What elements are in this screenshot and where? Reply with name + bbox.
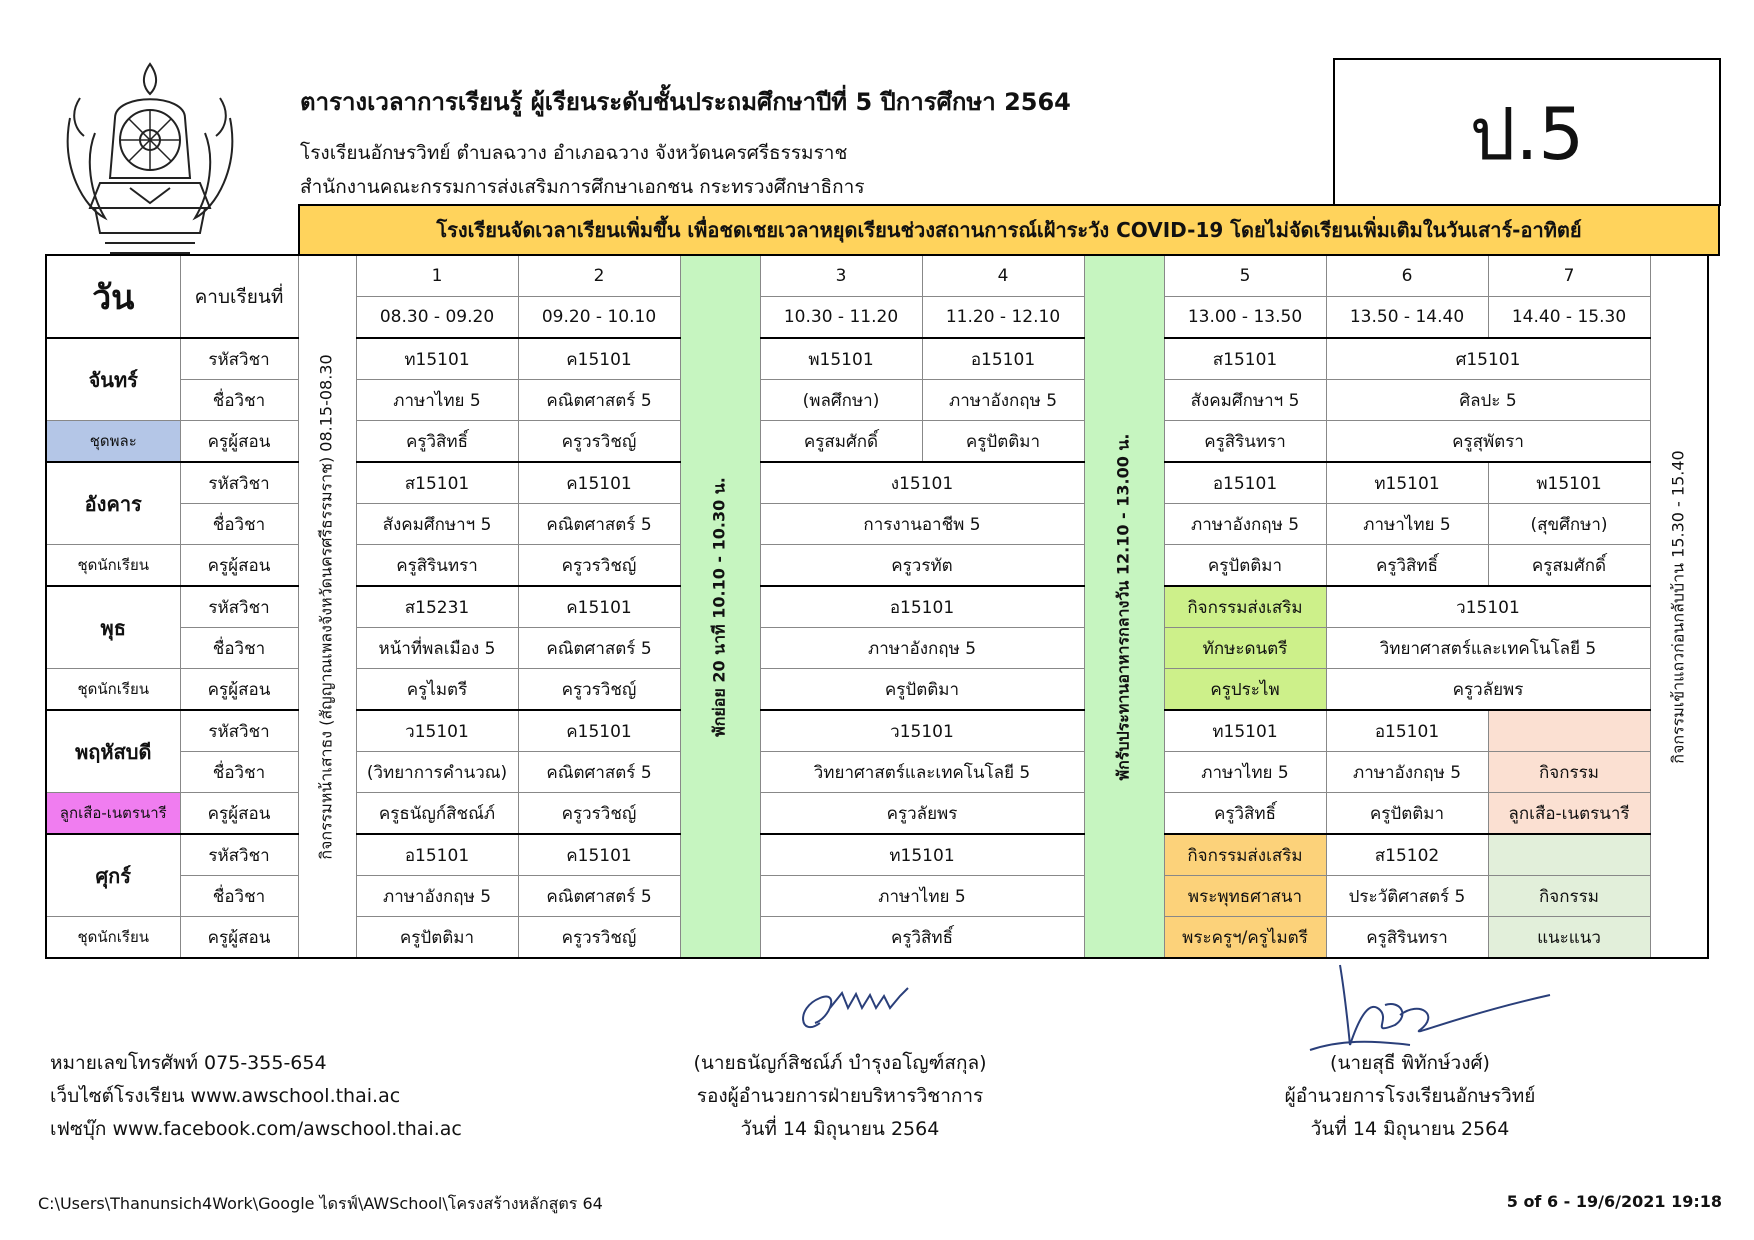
row-label-code: รหัสวิชา: [180, 338, 298, 380]
teacher-name: ครูวรวิชญ์: [518, 545, 680, 587]
subject-code: พ15101: [760, 338, 922, 380]
lunch-break-column: [1084, 255, 1164, 958]
row-label-code: รหัสวิชา: [180, 710, 298, 752]
subject-code: อ15101: [922, 338, 1084, 380]
subject-name: ภาษาไทย 5: [1164, 752, 1326, 793]
subject-name: คณิตศาสตร์ 5: [518, 380, 680, 421]
subject-name: ภาษาอังกฤษ 5: [922, 380, 1084, 421]
subject-code: ส15101: [1164, 338, 1326, 380]
row-label-name: ชื่อวิชา: [180, 504, 298, 545]
subject-code: ท15101: [760, 834, 1084, 876]
day-name-monday: จันทร์: [46, 338, 180, 421]
row-label-teacher: ครูผู้สอน: [180, 421, 298, 463]
subject-code: [1488, 710, 1650, 752]
teacher-name: ครูวรวิชญ์: [518, 793, 680, 835]
period-time: 10.30 - 11.20: [760, 297, 922, 339]
facebook-link[interactable]: เฟซบุ๊ก www.facebook.com/awschool.thai.ac: [50, 1118, 462, 1140]
subject-name: กิจกรรม: [1488, 752, 1650, 793]
grade-label: ป.5: [1333, 58, 1721, 206]
subject-code: ว15101: [760, 710, 1084, 752]
short-break-column: [680, 255, 760, 958]
school-address: โรงเรียนอักษรวิทย์ ตำบลฉวาง อำเภอฉวาง จังหวัดนครศรีธรรมราช: [300, 142, 848, 164]
period-time: 08.30 - 09.20: [356, 297, 518, 339]
timetable: [45, 254, 1709, 959]
lunch-break-text: พักรับประทานอาหารกลางวัน 12.10 - 13.00 น.: [1113, 433, 1133, 780]
signed-date: วันที่ 14 มิถุนายน 2564: [1310, 1118, 1510, 1140]
row-label-name: ชื่อวิชา: [180, 752, 298, 793]
row-label-name: ชื่อวิชา: [180, 628, 298, 669]
uniform-label: ชุดนักเรียน: [46, 917, 180, 959]
subject-name: ประวัติศาสตร์ 5: [1326, 876, 1488, 917]
row-label-teacher: ครูผู้สอน: [180, 917, 298, 959]
period-time: 11.20 - 12.10: [922, 297, 1084, 339]
signer-name: (นายสุธี พิทักษ์วงศ์): [1330, 1052, 1490, 1074]
page-title: ตารางเวลาการเรียนรู้ ผู้เรียนระดับชั้นประถมศึกษาปีที่ 5 ปีการศึกษา 2564: [300, 88, 1071, 116]
subject-name: คณิตศาสตร์ 5: [518, 504, 680, 545]
row-label-name: ชื่อวิชา: [180, 876, 298, 917]
subject-name: ภาษาอังกฤษ 5: [1164, 504, 1326, 545]
teacher-name: ครูประไพ: [1164, 669, 1326, 711]
subject-code: ว15101: [356, 710, 518, 752]
subject-name: (พลศึกษา): [760, 380, 922, 421]
teacher-name: ครูปัตติมา: [1164, 545, 1326, 587]
contact-info: [50, 1047, 462, 1146]
subject-code: ค15101: [518, 338, 680, 380]
subject-code: พ15101: [1488, 462, 1650, 504]
subject-code: อ15101: [1164, 462, 1326, 504]
teacher-name: ครูวิสิทธิ์: [356, 421, 518, 463]
period-number: 5: [1164, 255, 1326, 297]
row-label-teacher: ครูผู้สอน: [180, 669, 298, 711]
signer-position: ผู้อำนวยการโรงเรียนอักษรวิทย์: [1284, 1085, 1536, 1107]
signer-position: รองผู้อำนวยการฝ่ายบริหารวิชาการ: [696, 1085, 984, 1107]
subject-name: ทักษะดนตรี: [1164, 628, 1326, 669]
day-name-thursday: พฤหัสบดี: [46, 710, 180, 793]
subject-code: ค15101: [518, 834, 680, 876]
teacher-name: ครูปัตติมา: [1326, 793, 1488, 835]
period-number: 7: [1488, 255, 1650, 297]
teacher-name: ครูปัตติมา: [356, 917, 518, 959]
subject-name: พระพุทธศาสนา: [1164, 876, 1326, 917]
subject-name: กิจกรรม: [1488, 876, 1650, 917]
subject-name: วิทยาศาสตร์และเทคโนโลยี 5: [1326, 628, 1650, 669]
subject-code: กิจกรรมส่งเสริม: [1164, 586, 1326, 628]
signed-date: วันที่ 14 มิถุนายน 2564: [740, 1118, 940, 1140]
subject-code: ท15101: [356, 338, 518, 380]
morning-activity-text: กิจกรรมหน้าเสาธง (สัญญาณเพลงจังหวัดนครศรีธรรมราช) 08.15-08.30: [316, 353, 336, 860]
subject-code: กิจกรรมส่งเสริม: [1164, 834, 1326, 876]
subject-code: ท15101: [1164, 710, 1326, 752]
subject-code: อ15101: [356, 834, 518, 876]
teacher-name: ครูวรวิชญ์: [518, 669, 680, 711]
subject-name: คณิตศาสตร์ 5: [518, 628, 680, 669]
subject-name: วิทยาศาสตร์และเทคโนโลยี 5: [760, 752, 1084, 793]
deputy-director-block: [560, 1047, 1120, 1146]
page-info: 5 of 6 - 19/6/2021 19:18: [1506, 1192, 1722, 1211]
teacher-name: ครูสิรินทรา: [1326, 917, 1488, 959]
row-label-code: รหัสวิชา: [180, 586, 298, 628]
teacher-name: ครูธนัญก์สิชณ์ภ์: [356, 793, 518, 835]
teacher-name: ครูวรทัต: [760, 545, 1084, 587]
uniform-label: ชุดพละ: [46, 421, 180, 463]
period-number: 2: [518, 255, 680, 297]
row-label-code: รหัสวิชา: [180, 462, 298, 504]
subject-code: ส15102: [1326, 834, 1488, 876]
uniform-label: ชุดนักเรียน: [46, 545, 180, 587]
teacher-name: ครูวิสิทธิ์: [1164, 793, 1326, 835]
period-time: 13.00 - 13.50: [1164, 297, 1326, 339]
teacher-name: ครูปัตติมา: [922, 421, 1084, 463]
subject-name: การงานอาชีพ 5: [760, 504, 1084, 545]
period-number: 3: [760, 255, 922, 297]
period-time: 14.40 - 15.30: [1488, 297, 1650, 339]
day-name-tuesday: อังคาร: [46, 462, 180, 545]
teacher-name: ครูสมศักดิ์: [1488, 545, 1650, 587]
period-number: 4: [922, 255, 1084, 297]
file-path: C:\Users\Thanunsich4Work\Google ไดรฟ์\AWSchool\โครงสร้างหลักสูตร 64: [38, 1194, 603, 1213]
subject-name: ภาษาอังกฤษ 5: [760, 628, 1084, 669]
teacher-name: ครูสุพัตรา: [1326, 421, 1650, 463]
school-emblem-logo: [60, 58, 240, 258]
evening-activity-text: กิจกรรมเข้าแถวก่อนกลับบ้าน 15.30 - 15.40: [1668, 449, 1688, 764]
subject-code: ค15101: [518, 710, 680, 752]
row-label-teacher: ครูผู้สอน: [180, 545, 298, 587]
subject-name: คณิตศาสตร์ 5: [518, 752, 680, 793]
subject-code: ศ15101: [1326, 338, 1650, 380]
subject-name: หน้าที่พลเมือง 5: [356, 628, 518, 669]
office-name: สำนักงานคณะกรรมการส่งเสริมการศึกษาเอกชน กระทรวงศึกษาธิการ: [300, 176, 865, 198]
subject-name: (วิทยาการคำนวณ): [356, 752, 518, 793]
period-column-header: คาบเรียนที่: [180, 255, 298, 338]
subject-code: ค15101: [518, 586, 680, 628]
teacher-name: ครูไมตรี: [356, 669, 518, 711]
phone-number: หมายเลขโทรศัพท์ 075-355-654: [50, 1052, 327, 1074]
teacher-name: ครูวรวิชญ์: [518, 421, 680, 463]
subject-name: ภาษาอังกฤษ 5: [1326, 752, 1488, 793]
teacher-name: พระครูฯ/ครูไมตรี: [1164, 917, 1326, 959]
subject-code: [1488, 834, 1650, 876]
subject-code: ว15101: [1326, 586, 1650, 628]
subject-name: สังคมศึกษาฯ 5: [356, 504, 518, 545]
day-column-header: วัน: [46, 255, 180, 338]
signer-name: (นายธนัญก์สิชณ์ภ์ บำรุงอโญฑ์สกุล): [693, 1052, 987, 1074]
subject-name: ภาษาไทย 5: [760, 876, 1084, 917]
director-block: [1140, 1047, 1680, 1146]
subject-code: ง15101: [760, 462, 1084, 504]
subject-code: ส15231: [356, 586, 518, 628]
teacher-name: ครูวรวิชญ์: [518, 917, 680, 959]
teacher-name: ครูปัตติมา: [760, 669, 1084, 711]
teacher-name: ครูวลัยพร: [760, 793, 1084, 835]
subject-code: ส15101: [356, 462, 518, 504]
signature-deputy-director: [790, 968, 940, 1048]
teacher-name: ลูกเสือ-เนตรนารี: [1488, 793, 1650, 835]
subject-name: คณิตศาสตร์ 5: [518, 876, 680, 917]
short-break-text: พักย่อย 20 นาที 10.10 - 10.30 น.: [709, 476, 729, 737]
subject-name: ภาษาไทย 5: [356, 380, 518, 421]
subject-code: อ15101: [760, 586, 1084, 628]
period-number: 1: [356, 255, 518, 297]
evening-activity-column: [1650, 255, 1708, 958]
subject-name: ภาษาไทย 5: [1326, 504, 1488, 545]
subject-name: (สุขศึกษา): [1488, 504, 1650, 545]
period-number: 6: [1326, 255, 1488, 297]
subject-code: ค15101: [518, 462, 680, 504]
teacher-name: ครูสิรินทรา: [356, 545, 518, 587]
uniform-label: ชุดนักเรียน: [46, 669, 180, 711]
teacher-name: ครูสมศักดิ์: [760, 421, 922, 463]
period-time: 13.50 - 14.40: [1326, 297, 1488, 339]
subject-name: สังคมศึกษาฯ 5: [1164, 380, 1326, 421]
teacher-name: ครูวลัยพร: [1326, 669, 1650, 711]
subject-code: อ15101: [1326, 710, 1488, 752]
day-name-friday: ศุกร์: [46, 834, 180, 917]
teacher-name: แนะแนว: [1488, 917, 1650, 959]
morning-activity-column: [298, 255, 356, 958]
row-label-name: ชื่อวิชา: [180, 380, 298, 421]
row-label-teacher: ครูผู้สอน: [180, 793, 298, 835]
website-link[interactable]: เว็บไซต์โรงเรียน www.awschool.thai.ac: [50, 1085, 401, 1107]
teacher-name: ครูสิรินทรา: [1164, 421, 1326, 463]
subject-name: ภาษาอังกฤษ 5: [356, 876, 518, 917]
uniform-label: ลูกเสือ-เนตรนารี: [46, 793, 180, 835]
row-label-code: รหัสวิชา: [180, 834, 298, 876]
teacher-name: ครูวิสิทธิ์: [1326, 545, 1488, 587]
period-time: 09.20 - 10.10: [518, 297, 680, 339]
day-name-wednesday: พุธ: [46, 586, 180, 669]
teacher-name: ครูวิสิทธิ์: [760, 917, 1084, 959]
subject-name: ศิลปะ 5: [1326, 380, 1650, 421]
covid-notice-banner: โรงเรียนจัดเวลาเรียนเพิ่มขึ้น เพื่อชดเชยเวลาหยุดเรียนช่วงสถานการณ์เฝ้าระวัง COVID-19 โดยไม่จัดเรียนเพิ่มเติมในวันเสาร์-อาทิตย์: [298, 204, 1720, 256]
subject-code: ท15101: [1326, 462, 1488, 504]
